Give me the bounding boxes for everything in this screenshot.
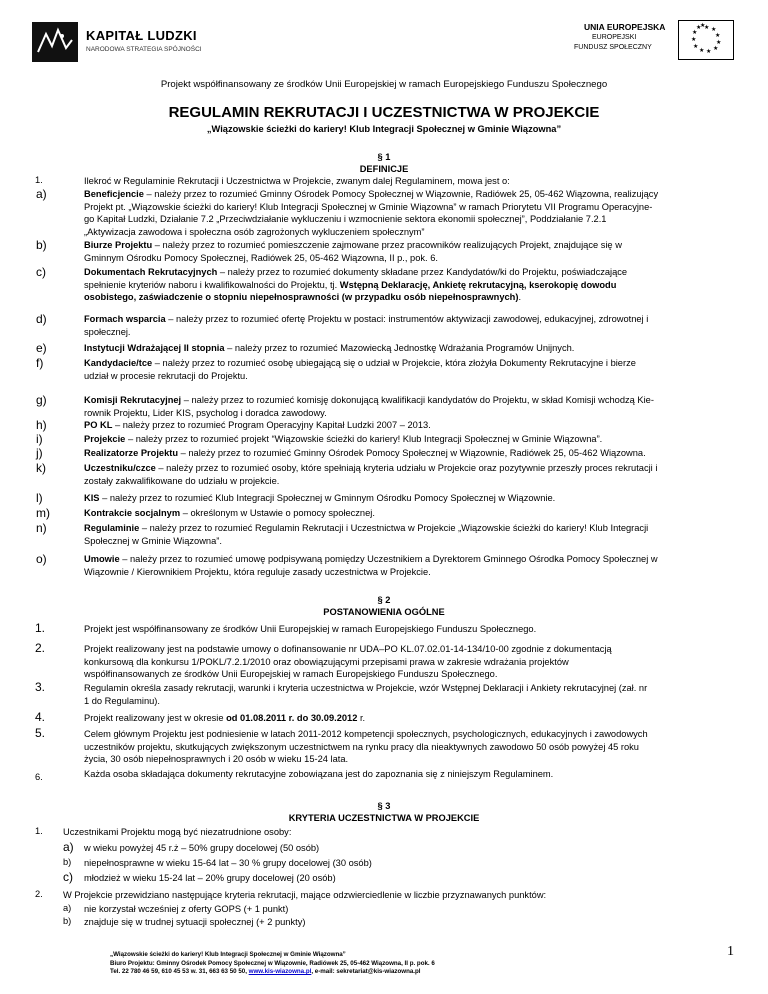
definition-line: Kandydacie/tce – należy przez to rozumieć osobę ubiegającą się o udział w Projekcie, która złożyła Dokumenty Rekrutacyjne i bierze [84,358,636,368]
provision-number: 6. [35,772,43,782]
definition-letter: l) [36,491,43,505]
group-item: niepełnosprawne w wieku 15-64 lat – 30 % grupy docelowej (30 osób) [84,858,372,868]
logo-title: KAPITAŁ LUDZKI [86,28,197,43]
provision-item [84,643,734,681]
provision-line: życia, 30 osób niepełnosprawnych i 20 osób w wieku 15-24 lata. [84,754,349,764]
definition-term: Komisji Rekrutacyjnej [84,395,182,405]
definition-line: Wiązownie / Kierownikiem Projektu, która reguluje zasady uczestnictwa w Projekcie. [84,566,431,577]
project-period: od 01.08.2011 r. do 30.09.2012 [226,713,358,723]
provision-line: Regulamin określa zasady rekrutacji, warunki i kryteria uczestnictwa w Projekcie, wzór Wstępnej Deklaracji i Ankiety rekrutacyjnej (zał. nr [84,683,648,693]
definition-letter: f) [36,356,44,370]
document-subtitle: „Wiązowskie ścieżki do kariery! Klub Integracji Społecznej w Gminie Wiązowna” [206,124,562,134]
definition-line: Projekt pt. „Wiązowskie ścieżki do kariery! Klub Integracji Społecznej w Gminie Wiązowna” w ramach Priorytetu VII Programu Operacyjne- [84,201,653,212]
provision-item [84,768,734,781]
definition-item [84,342,734,355]
definition-line: Projekcie – należy przez to rozumieć projekt “Wiązowskie ścieżki do kariery! Klub Integracji Społecznej w Gminie Wiązowna”. [84,434,603,444]
definition-line: Komisji Rekrutacyjnej – należy przez to rozumieć komisję dokonującą kwalifikacji kandydatów do Projektu, w skład Komisji wchodzą Kie- [84,395,654,405]
s1-heading: DEFINICJE [359,164,409,174]
s2-heading: POSTANOWIENIA OGÓLNE [323,607,445,617]
footer-phone: Tel. 22 780 46 59, 610 45 53 w. 31, 663 63 50 50, [110,968,249,976]
document-title: REGULAMIN REKRUTACJI I UCZESTNICTWA W PROJEKCIE [168,104,600,121]
footer-website-link[interactable]: www.kis-wiazowna.pl [248,968,312,976]
definition-line: społecznej. [84,326,131,337]
definition-letter: g) [36,393,47,407]
definition-item [84,553,734,578]
definition-letter: k) [36,461,46,475]
s3-heading: KRYTERIA UCZESTNICTWA W PROJEKCIE [288,813,480,823]
criterion-letter: a) [63,903,72,913]
group-letter: c) [63,870,73,884]
svg-text:★: ★ [699,47,705,54]
definition-line: osobistego, zaświadczenie o stopniu niepełnosprawności (w przypadku osób niepełnosprawnych). [84,292,522,302]
definition-line: KIS – należy przez to rozumieć Klub Integracji Społecznej w Gminnym Ośrodku Pomocy Społecznej w Wiązownie. [84,493,556,503]
provision-line: 1 do Regulaminu). [84,695,160,706]
definition-term: Formach wsparcia [84,314,166,324]
footer [110,951,435,977]
group-item: młodzież w wieku 15-24 lat – 20% grupy docelowej (20 osób) [84,873,336,883]
provision-line: Projekt jest współfinansowany ze środków Unii Europejskiej w ramach Europejskiego Funduszu Społecznego. [84,624,537,634]
s2-paragraph-sign: § 2 [377,595,391,605]
svg-text:★: ★ [692,29,698,36]
definition-line: Beneficjencie – należy przez to rozumieć Gminny Ośrodek Pomocy Społecznej w Wiązownie, Radiówek 25, 05-462 Wiązowna, realizujący [84,189,659,199]
definition-letter: o) [36,552,47,566]
definition-line: Uczestniku/czce – należy przez to rozumieć osoby, które spełniają kryteria udziału w Projekcie oraz pozytywnie przeszły proces rekrutacji i [84,463,658,473]
definition-term: Projekcie [84,434,126,444]
definition-line: Społecznej w Gminie Wiązowna”. [84,535,222,546]
criterion-item: znajduje się w trudnej sytuacji społecznej (+ 2 punkty) [84,917,306,927]
s1-paragraph-sign: § 1 [377,152,391,162]
svg-text:★: ★ [700,22,706,29]
definition-letter: a) [36,187,47,201]
provision-number: 3. [35,680,46,694]
svg-text:★: ★ [706,48,712,55]
definition-item [84,507,734,520]
definition-item [84,239,734,264]
provision-line: konkursową dla konkursu 1/POKL/7.2.1/2010 oraz obowiązującymi przepisami prawa w zakresie wdrażania projektów [84,656,569,667]
definition-term: Dokumentach Rekrutacyjnych [84,267,218,277]
definition-letter: i) [36,432,43,446]
provision-item [84,623,734,636]
definition-item [84,313,734,338]
s3-paragraph-sign: § 3 [377,801,391,811]
group-letter: b) [63,857,72,867]
definition-line: PO KL – należy przez to rozumieć Program Operacyjny Kapitał Ludzki 2007 – 2013. [84,420,431,430]
eu-text-1: UNIA EUROPEJSKA [584,22,666,32]
definition-line: Instytucji Wdrażającej II stopnia – należy przez to rozumieć Mazowiecką Jednostkę Wdrażania Programów Unijnych. [84,343,575,353]
page-number: 1 [727,944,734,959]
definition-item [84,433,734,446]
provision-number: 2. [35,641,46,655]
definition-item [84,447,734,460]
definition-term: Kandydacie/tce [84,358,153,368]
provision-line: Projekt realizowany jest na podstawie umowy o dofinansowanie nr UDA–PO KL.07.02.01-14-134/10-00 zgodnie z dokumentacją [84,644,612,654]
svg-text:★: ★ [713,45,719,52]
definition-item [84,266,734,304]
kapital-ludzki-logo [32,22,232,64]
svg-text:★: ★ [716,39,722,46]
definition-term: Instytucji Wdrażającej II stopnia [84,343,225,353]
group-letter: a) [63,840,74,854]
definition-term: Realizatorze Projektu [84,448,179,458]
svg-text:★: ★ [693,43,699,50]
definition-line: „Aktywizacja zawodowa i społeczna osób zagrożonych wykluczeniem społecznym” [84,226,425,237]
cofinancing-header: Projekt współfinansowany ze środków Unii Europejskiej w ramach Europejskiego Funduszu Społecznego [160,79,608,90]
footer-project-name: „Wiązowskie ścieżki do kariery! Klub Integracji Społecznej w Gminie Wiązowna” [110,951,346,958]
definition-letter: h) [36,418,47,432]
provision-line: uczestników projektu, skutkujących zwiększonym uczestnictwem na rynku pracy dla nieaktywnych zawodowo 50 osób powyżej 45 roku [84,741,639,752]
footer-email: , e-mail: sekretariat@kis-wiazowna.pl [311,968,421,976]
definition-line: spełnienie kryteriów naboru i kwalifikowalności do Projektu, tj. Wstępną Deklarację, Ankietę rekrutacyjną, kserokopię dowodu [84,279,617,290]
definition-line: Regulaminie – należy przez to rozumieć Regulamin Rekrutacji i Uczestnictwa w Projekcie „Wiązowskie ścieżki do kariery! Klub Integracji [84,523,649,533]
definition-item [84,394,734,419]
s3-num-2: 2. [35,889,43,899]
provision-item [84,728,734,766]
definition-term: KIS [84,493,100,503]
definition-term: Beneficjencie [84,189,144,199]
definition-term: PO KL [84,420,113,430]
definition-bold-text: Wstępną Deklarację, Ankietę rekrutacyjną, kserokopię dowodu [339,279,617,290]
eu-text-3: FUNDUSZ SPOŁECZNY [574,44,652,51]
footer-office-address: Biuro Projektu: Gminny Ośrodek Pomocy Społecznej w Wiązownie, Radiówek 25, 05-462 Wiązowna, II p. pok. 6 [110,959,435,967]
definition-line: Realizatorze Projektu – należy przez to rozumieć Gminny Ośrodek Pomocy Społecznej w Wiązownie, Radiówek 25, 05-462 Wiązowna. [84,448,646,458]
definition-line: go Kapitał Ludzki, Działanie 7.2 „Przeciwdziałanie wykluczeniu i wzmocnienie sektora ekonomii społecznej”, Poddziałanie 7.2.1 [84,214,607,224]
provision-line: współfinansowanych ze środków Unii Europejskiej w ramach Europejskiego Funduszu Społecznego. [84,669,498,679]
kl-logo-icon [32,22,78,62]
provision-line: Każda osoba składająca dokumenty rekrutacyjne zobowiązana jest do zapoznania się z niniejszym Regulaminem. [84,769,554,779]
definition-line: Umowie – należy przez to rozumieć umowę podpisywaną pomiędzy Uczestnikiem a Dyrektorem Gminnego Ośrodka Pomocy Społecznej w [84,554,658,564]
s3-intro-2: W Projekcie przewidziano następujące kryteria rekrutacji, mające odzwierciedlenie w liczbie przyznawanych punktów: [63,890,547,900]
s3-num-1: 1. [35,826,43,836]
definition-bold-text: osobistego, zaświadczenie o stopniu niepełnosprawności (w przypadku osób niepełnosprawnych) [84,292,519,302]
svg-text:★: ★ [696,24,702,31]
definition-line: udział w procesie rekrutacji do Projektu. [84,370,248,381]
definition-term: Biurze Projektu [84,240,153,250]
group-item: w wieku powyżej 45 r.ż – 50% grupy docelowej (50 osób) [84,843,320,853]
definition-item [84,357,734,382]
definition-line: Dokumentach Rekrutacyjnych – należy przez to rozumieć dokumenty składane przez Kandydatów/ki do Projektu, poświadczające [84,267,628,277]
logo-subtitle: NARODOWA STRATEGIA SPÓJNOŚCI [86,46,202,53]
definition-item [84,462,734,487]
definition-line: zostały zakwalifikowane do udziału w projekcie. [84,475,280,486]
definition-term: Regulaminie [84,523,140,533]
provision-item [84,682,734,707]
svg-text:★: ★ [715,32,721,39]
s3-intro-1: Uczestnikami Projektu mogą być niezatrudnione osoby: [63,827,292,837]
svg-text:★: ★ [711,26,717,33]
definition-letter: d) [36,312,47,326]
svg-text:★: ★ [704,24,710,31]
provision-number: 1. [35,621,46,635]
definition-letter: m) [36,506,50,520]
provision-item: Projekt realizowany jest w okresie od 01.08.2011 r. do 30.09.2012 r. [84,713,366,723]
definition-line: Formach wsparcia – należy przez to rozumieć ofertę Projektu w postaci: instrumentów aktywizacji zawodowej, edukacyjnej, zdrowotnej i [84,314,649,324]
svg-text:★: ★ [691,36,697,43]
provision-number: 5. [35,726,46,740]
criterion-item: nie korzystał wcześniej z oferty GOPS (+ 1 punkt) [84,904,289,914]
eu-text-2: EUROPEJSKI [592,34,637,41]
definition-item [84,522,734,547]
eu-flag-icon [678,20,734,60]
definition-line: Biurze Projektu – należy przez to rozumieć pomieszczenie zajmowane przez pracowników realizujących Projekt, znajdujące się w [84,240,622,250]
definition-line: Gminnym Ośrodku Pomocy Społecznej, Radiówek 25, 05-462 Wiązowna, II p., pok. 6. [84,252,438,263]
definition-letter: n) [36,521,47,535]
definition-line: rownik Projektu, Lider KIS, psycholog i doradca zawodowy. [84,407,327,418]
provision-line: Celem głównym Projektu jest podniesienie w latach 2011-2012 kompetencji społecznych, psychologicznych, edukacyjnych i zawodowych [84,729,648,739]
definition-item [84,419,734,432]
definition-line: Kontrakcie socjalnym – określonym w Ustawie o pomocy społecznej. [84,508,375,518]
definition-letter: b) [36,238,47,252]
s1-intro: Ilekroć w Regulaminie Rekrutacji i Uczestnictwa w Projekcie, zwanym dalej Regulaminem, mowa jest o: [84,176,510,186]
definition-letter: c) [36,265,46,279]
provision-number: 4. [35,710,46,724]
definition-letter: e) [36,341,47,355]
footer-contact [110,968,435,977]
definition-item [84,492,734,505]
criterion-letter: b) [63,916,72,926]
definition-term: Kontrakcie socjalnym [84,508,181,518]
definition-item [84,188,734,238]
definition-term: Umowie [84,554,120,564]
definition-letter: j) [36,446,43,460]
eu-logo [570,20,740,65]
definition-term: Uczestniku/czce [84,463,156,473]
s1-num-1: 1. [35,175,43,185]
